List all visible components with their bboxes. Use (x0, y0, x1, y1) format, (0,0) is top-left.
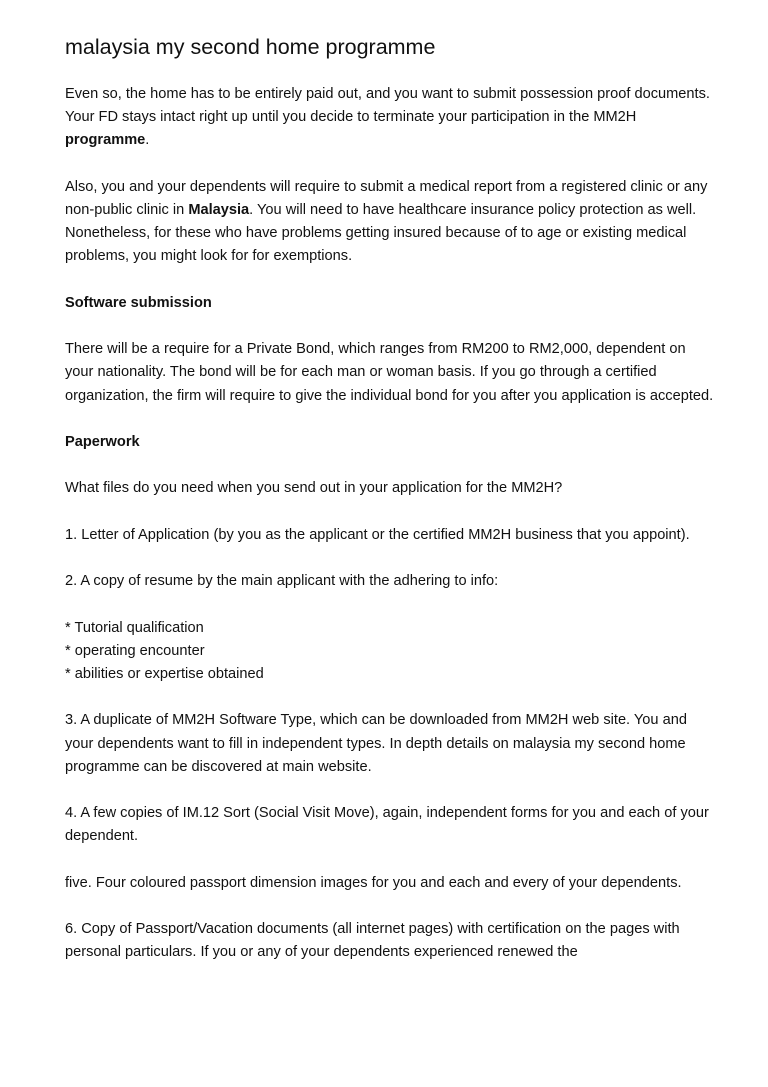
paragraph-files-question: What files do you need when you send out in your application for the MM2H? (65, 480, 563, 497)
paragraph-item-2-resume: 2. A copy of resume by the main applicant with the adhering to info: (65, 573, 499, 590)
paragraph-medical-report (65, 176, 715, 269)
paragraph-home-paid-out (65, 83, 715, 153)
paragraph-text: Even so, the home has to be entirely paid out, and you want to submit possession proof documents. Your FD stays intact right up until you decide to terminate your participation in the MM2H (65, 86, 710, 126)
paragraph-item-6-passport: 6. Copy of Passport/Vacation documents (all internet pages) with certification on the pages with personal particulars. If you or any of your dependents experienced renewed the (65, 921, 680, 961)
document-page (65, 33, 715, 988)
bold-keyword-malaysia: Malaysia (188, 202, 250, 218)
paragraph-text-end: . (145, 132, 150, 149)
bold-keyword-programme: programme (65, 132, 146, 149)
paragraph-text: Also, you and your dependents will require to submit a medical report from a registered clinic or any non-public clinic in (65, 178, 708, 218)
document-title: malaysia my second home programme (65, 35, 436, 59)
paragraph-item-3-application-form: 3. A duplicate of MM2H Software Type, which can be downloaded from MM2H web site. You and your dependents want to fill in independent types. In depth details on malaysia my second home programme can be discovered at main website. (65, 712, 687, 775)
paragraph-item-5-photos: five. Four coloured passport dimension images for you and each and every of your dependents. (65, 874, 682, 891)
paragraph-item-1-letter: 1. Letter of Application (by you as the applicant or the certified MM2H business that you appoint). (65, 526, 690, 543)
section-heading-software-submission: Software submission (65, 294, 212, 311)
resume-info-list (65, 617, 715, 687)
paragraph-private-bond: There will be a require for a Private Bond, which ranges from RM200 to RM2,000, dependent on your nationality. The bond will be for each man or woman basis. If you go through a certified organization, the firm will require to give the individual bond for you after you application is accepted. (65, 341, 714, 404)
paragraph-item-4-im12: 4. A few copies of IM.12 Sort (Social Visit Move), again, independent forms for you and each of your dependent. (65, 805, 709, 845)
paragraph-text-end: . You will need to have healthcare insurance policy protection as well. Nonetheless, for these who have problems getting insured because of to age or existing medical problems, you might look for for exemptions. (65, 202, 697, 265)
list-item: * Tutorial qualification (65, 619, 204, 636)
list-item: * operating encounter (65, 642, 205, 659)
section-heading-paperwork: Paperwork (65, 433, 140, 450)
list-item: * abilities or expertise obtained (65, 665, 264, 682)
